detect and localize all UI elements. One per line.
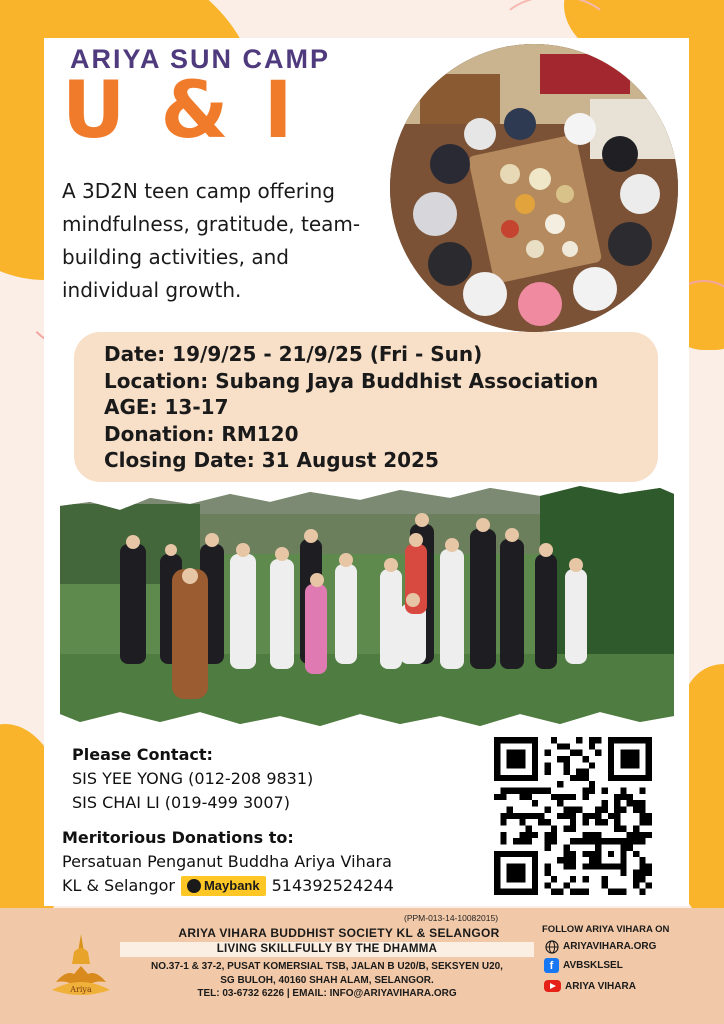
website-label: ARIYAVIHARA.ORG bbox=[563, 941, 657, 952]
youtube-label: ARIYA VIHARA bbox=[565, 980, 636, 992]
facebook-label: AVBSKLSEL bbox=[563, 960, 623, 971]
meal-photo bbox=[390, 44, 678, 332]
logo-text: Ariya bbox=[70, 985, 92, 994]
donation-account-name-cont: KL & Selangor bbox=[62, 876, 175, 895]
registration-number: (PPM-013-14-10082015) bbox=[404, 913, 499, 923]
maybank-tiger-icon bbox=[187, 879, 201, 893]
background-blob-bottom-right bbox=[684, 664, 724, 924]
bank-row bbox=[62, 874, 394, 898]
globe-icon bbox=[544, 939, 559, 954]
camp-age: AGE: 13-17 bbox=[104, 395, 229, 419]
description-line: individual growth. bbox=[62, 278, 242, 302]
website-link[interactable] bbox=[544, 939, 656, 954]
camp-title: U & I bbox=[62, 66, 297, 156]
contact-section bbox=[72, 743, 313, 815]
camp-donation: Donation: RM120 bbox=[104, 421, 299, 446]
description-line: building activities, and bbox=[62, 245, 289, 269]
contact-line: TEL: 03-6732 6226 | EMAIL: INFO@ARIYAVIHARA.ORG bbox=[197, 988, 457, 999]
follow-heading: FOLLOW ARIYA VIHARA ON bbox=[542, 924, 670, 935]
camp-details-box bbox=[74, 332, 658, 482]
camp-description bbox=[62, 175, 382, 307]
camp-date: Date: 19/9/25 - 21/9/25 (Fri - Sun) bbox=[104, 342, 483, 366]
camp-name: ARIYA SUN CAMP bbox=[70, 44, 331, 74]
society-address bbox=[120, 960, 534, 1001]
qr-code[interactable] bbox=[494, 737, 652, 895]
address-line: SG BULOH, 40160 SHAH ALAM, SELANGOR. bbox=[220, 974, 434, 986]
facebook-icon: f bbox=[544, 958, 559, 973]
description-line: A 3D2N teen camp offering bbox=[62, 179, 335, 203]
donation-section bbox=[62, 826, 394, 898]
tagline: LIVING SKILLFULLY BY THE DHAMMA bbox=[216, 943, 438, 955]
ariya-vihara-logo bbox=[46, 930, 116, 1002]
contact-person: SIS YEE YONG (012-208 9831) bbox=[72, 769, 314, 788]
facebook-link[interactable] bbox=[544, 958, 623, 973]
group-photo bbox=[60, 484, 674, 729]
society-name: ARIYA VIHARA BUDDHIST SOCIETY KL & SELANGOR bbox=[178, 926, 500, 940]
youtube-icon bbox=[544, 980, 561, 992]
youtube-link[interactable] bbox=[544, 980, 636, 992]
description-line: mindfulness, gratitude, team- bbox=[62, 212, 361, 236]
address-line: NO.37-1 & 37-2, PUSAT KOMERSIAL TSB, JALAN B U20/B, SEKSYEN U20, bbox=[151, 961, 503, 972]
maybank-logo: Maybank bbox=[181, 876, 266, 896]
closing-date: Closing Date: 31 August 2025 bbox=[104, 448, 439, 472]
contact-heading: Please Contact: bbox=[72, 745, 213, 764]
donation-heading: Meritorious Donations to: bbox=[62, 828, 294, 847]
contact-person: SIS CHAI LI (019-499 3007) bbox=[72, 793, 290, 812]
bank-account-number: 514392524244 bbox=[271, 876, 394, 895]
camp-location: Location: Subang Jaya Buddhist Association bbox=[104, 368, 599, 393]
donation-account-name: Persatuan Penganut Buddha Ariya Vihara bbox=[62, 852, 392, 871]
